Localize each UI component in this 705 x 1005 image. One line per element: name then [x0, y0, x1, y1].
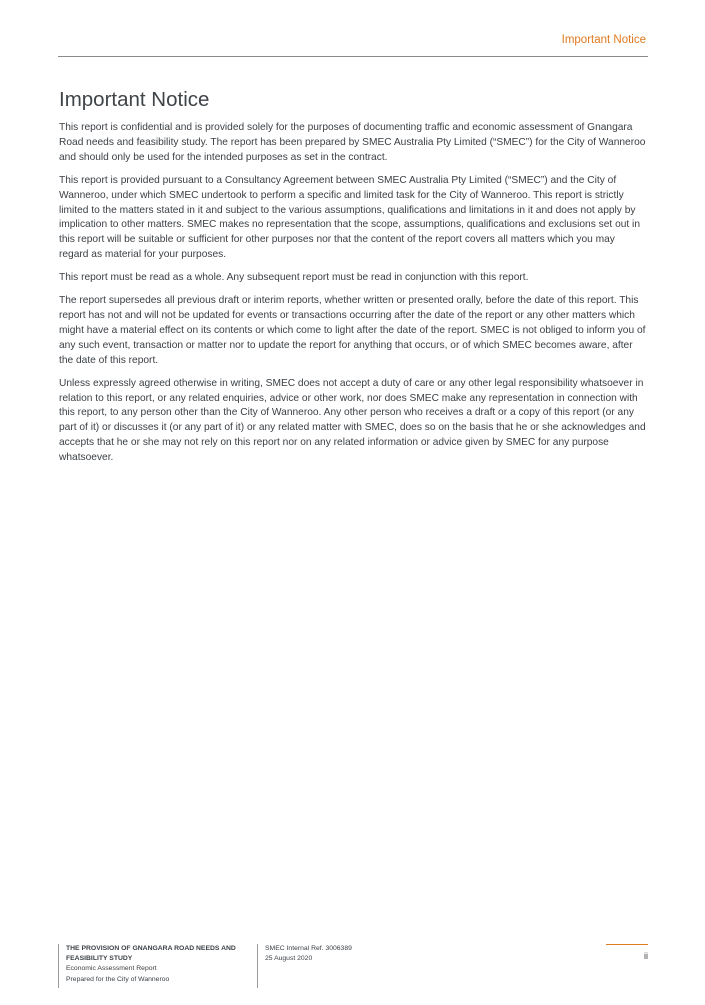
footer-prepared-for: Prepared for the City of Wanneroo: [66, 975, 170, 983]
notice-body: [59, 121, 647, 474]
footer-doc-subtitle: Economic Assessment Report: [66, 965, 157, 973]
paragraph-consultancy-agreement: This report is provided pursuant to a Consultancy Agreement between SMEC Australia Pty Limited (“SMEC”) and the City of Wanneroo, under which SMEC undertook to perform a specific and limited task for the City of Wanneroo. This report is strictly limited to the matters stated in it and subject to the various assumptions, qualifications and limitations in it and does not apply by implication to other matters. SMEC makes no representation that the scope, assumptions, qualifications and exclusions set out in this report will be suitable or sufficient for other purposes nor that the content of the report covers all matters which you may regard as material for your purposes.: [59, 174, 640, 261]
footer-page-number: ii: [606, 944, 648, 961]
footer-date: 25 August 2020: [265, 955, 313, 963]
page-title: Important Notice: [59, 88, 210, 111]
header-divider: [58, 56, 648, 57]
footer-internal-ref: SMEC Internal Ref. 3006389: [265, 945, 352, 952]
paragraph-confidentiality: This report is confidential and is provided solely for the purposes of documenting traffic and economic assessment of Gnangara Road needs and feasibility study. The report has been prepared by SMEC Australia Pty Limited (“SMEC”) for the City of Wanneroo and should only be used for the intended purposes as set in the contract.: [59, 122, 646, 163]
paragraph-supersedes: The report supersedes all previous draft or interim reports, whether written or presented orally, before the date of this report. This report has not and will not be updated for events or transactions occurring after the date of the report or any other matters which might have a material effect on its contents or which come to light after the date of the report. SMEC is not obliged to inform you of any such event, transaction or matter nor to update the report for anything that occurs, or of which SMEC becomes aware, after the date of this report.: [59, 295, 646, 366]
footer-reference-info: [257, 944, 417, 988]
page-footer: [58, 944, 648, 988]
footer-document-info: [58, 944, 248, 988]
paragraph-read-as-whole: This report must be read as a whole. Any subsequent report must be read in conjunction with this report.: [59, 272, 529, 284]
footer-doc-title: THE PROVISION OF GNANGARA ROAD NEEDS AND FEASIBILITY STUDY: [66, 945, 236, 963]
header-section-label: Important Notice: [561, 34, 646, 46]
paragraph-liability: Unless expressly agreed otherwise in writing, SMEC does not accept a duty of care or any other legal responsibility whatsoever in relation to this report, or any related enquiries, advice or other work, nor does SMEC make any representation in connection with this report, to any person other than the City of Wanneroo. Any other person who receives a draft or a copy of this report (or any part of it) or discusses it (or any part of it) or any related matter with SMEC, does so on the basis that he or she acknowledges and accepts that he or she may not rely on this report nor on any related information or advice given by SMEC for any purpose whatsoever.: [59, 377, 646, 464]
